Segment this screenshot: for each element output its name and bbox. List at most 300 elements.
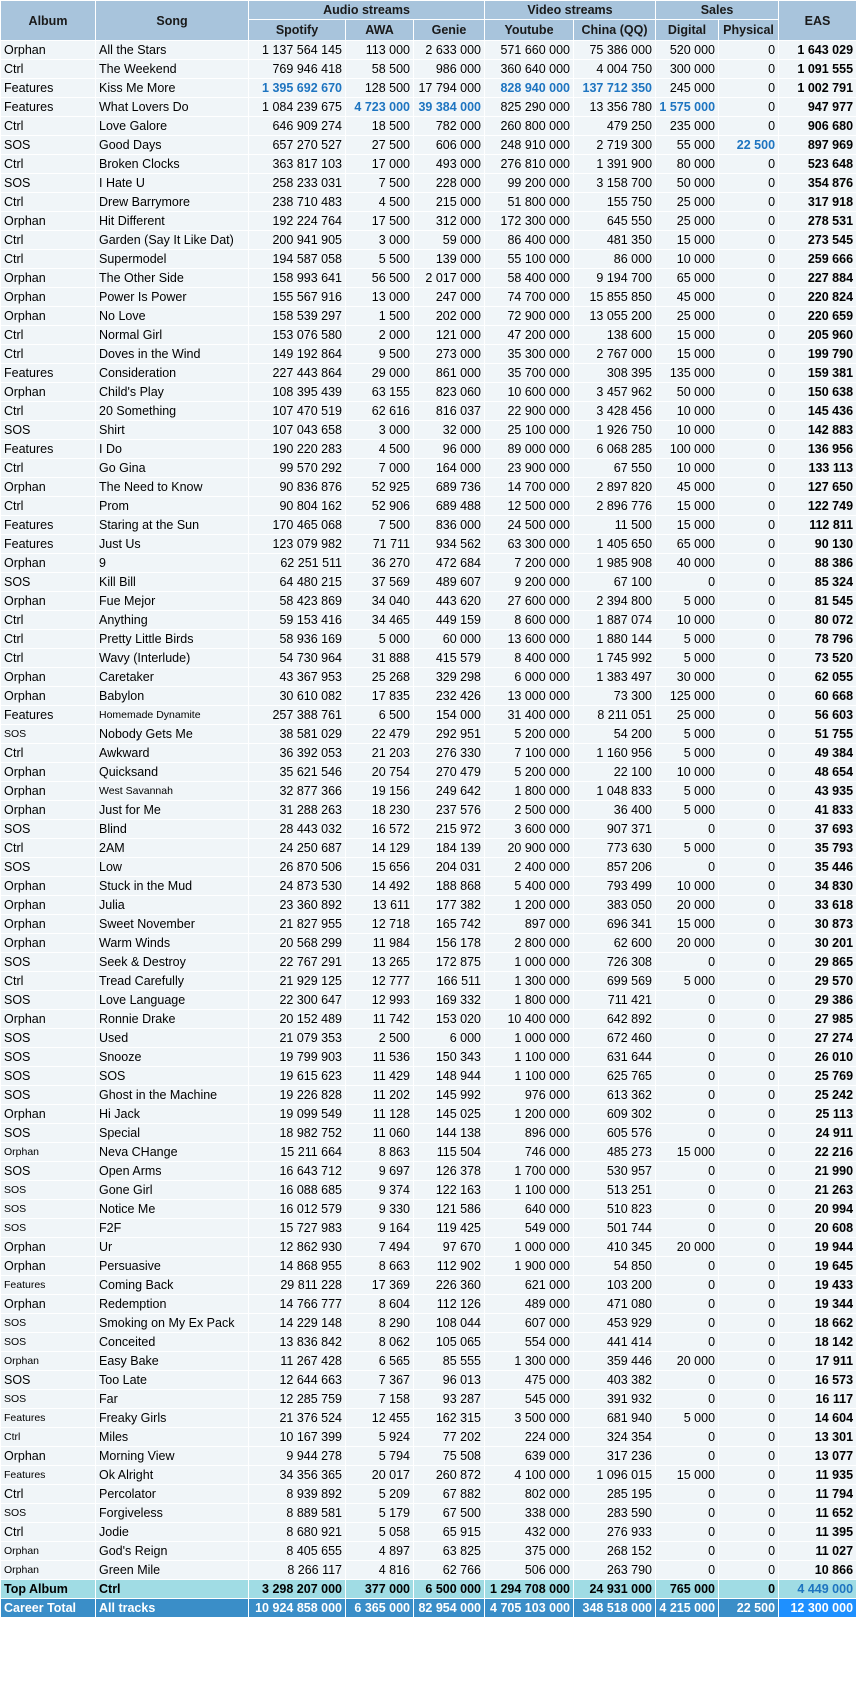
cell-eas: 150 638	[779, 383, 857, 402]
table-row	[1, 592, 857, 611]
cell-spotify: 26 870 506	[249, 858, 346, 877]
cell-qq: 13 055 200	[574, 307, 656, 326]
table-row	[1, 155, 857, 174]
cell-physical: 0	[719, 725, 779, 744]
cell-genie: 215 000	[414, 193, 485, 212]
cell-genie: 59 000	[414, 231, 485, 250]
cell-song: Jodie	[96, 1523, 249, 1542]
career-total-scope: All tracks	[96, 1599, 249, 1618]
cell-eas: 273 545	[779, 231, 857, 250]
top-album-digital: 765 000	[656, 1580, 719, 1599]
cell-awa: 13 611	[346, 896, 414, 915]
cell-eas: 16 117	[779, 1390, 857, 1409]
cell-awa: 11 984	[346, 934, 414, 953]
cell-genie: 689 736	[414, 478, 485, 497]
cell-awa: 12 777	[346, 972, 414, 991]
cell-digital: 1 575 000	[656, 98, 719, 117]
cell-digital: 520 000	[656, 41, 719, 60]
cell-eas: 51 755	[779, 725, 857, 744]
cell-physical: 0	[719, 1333, 779, 1352]
cell-album: SOS	[1, 421, 96, 440]
cell-digital: 10 000	[656, 763, 719, 782]
cell-song: Redemption	[96, 1295, 249, 1314]
cell-genie: 112 902	[414, 1257, 485, 1276]
cell-digital: 65 000	[656, 269, 719, 288]
career-total-row	[1, 1599, 857, 1618]
cell-spotify: 21 079 353	[249, 1029, 346, 1048]
table-row	[1, 1314, 857, 1333]
table-row	[1, 250, 857, 269]
cell-youtube: 360 640 000	[485, 60, 574, 79]
cell-digital: 0	[656, 1010, 719, 1029]
cell-spotify: 1 395 692 670	[249, 79, 346, 98]
cell-digital: 10 000	[656, 402, 719, 421]
cell-song: Conceited	[96, 1333, 249, 1352]
cell-youtube: 896 000	[485, 1124, 574, 1143]
cell-eas: 13 301	[779, 1428, 857, 1447]
cell-song: Ok Alright	[96, 1466, 249, 1485]
cell-physical: 0	[719, 231, 779, 250]
cell-eas: 41 833	[779, 801, 857, 820]
table-row	[1, 383, 857, 402]
cell-digital: 0	[656, 1067, 719, 1086]
cell-awa: 13 265	[346, 953, 414, 972]
cell-genie: 177 382	[414, 896, 485, 915]
cell-eas: 78 796	[779, 630, 857, 649]
cell-eas: 136 956	[779, 440, 857, 459]
cell-song: Awkward	[96, 744, 249, 763]
cell-youtube: 31 400 000	[485, 706, 574, 725]
cell-eas: 29 386	[779, 991, 857, 1010]
cell-spotify: 9 944 278	[249, 1447, 346, 1466]
cell-eas: 11 027	[779, 1542, 857, 1561]
cell-digital: 10 000	[656, 250, 719, 269]
cell-song: Go Gina	[96, 459, 249, 478]
cell-youtube: 55 100 000	[485, 250, 574, 269]
cell-spotify: 15 211 664	[249, 1143, 346, 1162]
cell-eas: 62 055	[779, 668, 857, 687]
cell-qq: 317 236	[574, 1447, 656, 1466]
cell-awa: 128 500	[346, 79, 414, 98]
cell-album: Orphan	[1, 763, 96, 782]
cell-genie: 172 875	[414, 953, 485, 972]
cell-awa: 11 742	[346, 1010, 414, 1029]
cell-awa: 7 500	[346, 516, 414, 535]
cell-spotify: 8 680 921	[249, 1523, 346, 1542]
cell-physical: 0	[719, 383, 779, 402]
cell-album: Features	[1, 440, 96, 459]
table-row	[1, 858, 857, 877]
cell-eas: 317 918	[779, 193, 857, 212]
cell-spotify: 32 877 366	[249, 782, 346, 801]
cell-genie: 77 202	[414, 1428, 485, 1447]
cell-genie: 115 504	[414, 1143, 485, 1162]
cell-qq: 263 790	[574, 1561, 656, 1580]
cell-eas: 48 654	[779, 763, 857, 782]
cell-digital: 15 000	[656, 497, 719, 516]
cell-digital: 25 000	[656, 193, 719, 212]
cell-awa: 19 156	[346, 782, 414, 801]
cell-spotify: 15 727 983	[249, 1219, 346, 1238]
cell-eas: 19 433	[779, 1276, 857, 1295]
table-row	[1, 915, 857, 934]
cell-youtube: 506 000	[485, 1561, 574, 1580]
cell-physical: 0	[719, 592, 779, 611]
cell-qq: 36 400	[574, 801, 656, 820]
cell-youtube: 1 100 000	[485, 1181, 574, 1200]
cell-spotify: 21 827 955	[249, 915, 346, 934]
cell-genie: 489 607	[414, 573, 485, 592]
cell-album: Orphan	[1, 1143, 96, 1162]
cell-album: Ctrl	[1, 326, 96, 345]
cell-album: SOS	[1, 1124, 96, 1143]
cell-physical: 0	[719, 307, 779, 326]
cell-genie: 836 000	[414, 516, 485, 535]
cell-song: Special	[96, 1124, 249, 1143]
cell-song: Love Galore	[96, 117, 249, 136]
cell-song: No Love	[96, 307, 249, 326]
cell-genie: 312 000	[414, 212, 485, 231]
cell-song: Just for Me	[96, 801, 249, 820]
cell-digital: 300 000	[656, 60, 719, 79]
cell-digital: 0	[656, 1561, 719, 1580]
cell-awa: 11 202	[346, 1086, 414, 1105]
cell-youtube: 545 000	[485, 1390, 574, 1409]
cell-spotify: 190 220 283	[249, 440, 346, 459]
cell-physical: 0	[719, 858, 779, 877]
cell-awa: 5 058	[346, 1523, 414, 1542]
header-song: Song	[96, 1, 249, 41]
cell-youtube: 621 000	[485, 1276, 574, 1295]
cell-youtube: 51 800 000	[485, 193, 574, 212]
cell-digital: 80 000	[656, 155, 719, 174]
cell-spotify: 64 480 215	[249, 573, 346, 592]
cell-song: Garden (Say It Like Dat)	[96, 231, 249, 250]
cell-awa: 52 925	[346, 478, 414, 497]
cell-genie: 153 020	[414, 1010, 485, 1029]
table-row	[1, 1504, 857, 1523]
cell-digital: 15 000	[656, 516, 719, 535]
cell-song: Consideration	[96, 364, 249, 383]
header-eas: EAS	[779, 1, 857, 41]
cell-digital: 0	[656, 1048, 719, 1067]
cell-genie: 112 126	[414, 1295, 485, 1314]
table-row	[1, 1409, 857, 1428]
cell-qq: 645 550	[574, 212, 656, 231]
cell-digital: 135 000	[656, 364, 719, 383]
cell-eas: 33 618	[779, 896, 857, 915]
cell-eas: 259 666	[779, 250, 857, 269]
cell-awa: 18 500	[346, 117, 414, 136]
cell-qq: 605 576	[574, 1124, 656, 1143]
cell-awa: 5 179	[346, 1504, 414, 1523]
cell-digital: 0	[656, 1333, 719, 1352]
cell-album: SOS	[1, 1162, 96, 1181]
cell-digital: 0	[656, 1105, 719, 1124]
cell-awa: 63 155	[346, 383, 414, 402]
cell-digital: 0	[656, 1029, 719, 1048]
cell-genie: 169 332	[414, 991, 485, 1010]
cell-physical: 0	[719, 1409, 779, 1428]
cell-digital: 20 000	[656, 1352, 719, 1371]
cell-qq: 642 892	[574, 1010, 656, 1029]
cell-genie: 215 972	[414, 820, 485, 839]
cell-physical: 0	[719, 193, 779, 212]
cell-physical: 0	[719, 288, 779, 307]
cell-digital: 5 000	[656, 801, 719, 820]
cell-digital: 0	[656, 991, 719, 1010]
cell-album: Features	[1, 535, 96, 554]
cell-album: Ctrl	[1, 155, 96, 174]
cell-song: Power Is Power	[96, 288, 249, 307]
cell-song: Quicksand	[96, 763, 249, 782]
cell-awa: 8 604	[346, 1295, 414, 1314]
cell-awa: 9 374	[346, 1181, 414, 1200]
cell-physical: 0	[719, 402, 779, 421]
cell-digital: 20 000	[656, 934, 719, 953]
cell-genie: 232 426	[414, 687, 485, 706]
cell-digital: 0	[656, 1276, 719, 1295]
cell-digital: 5 000	[656, 592, 719, 611]
top-album-awa: 377 000	[346, 1580, 414, 1599]
cell-physical: 0	[719, 1010, 779, 1029]
cell-song: I Hate U	[96, 174, 249, 193]
cell-song: The Other Side	[96, 269, 249, 288]
cell-qq: 3 158 700	[574, 174, 656, 193]
cell-digital: 0	[656, 1181, 719, 1200]
cell-qq: 137 712 350	[574, 79, 656, 98]
cell-qq: 726 308	[574, 953, 656, 972]
career-total-label: Career Total	[1, 1599, 96, 1618]
cell-spotify: 20 568 299	[249, 934, 346, 953]
cell-qq: 672 460	[574, 1029, 656, 1048]
cell-awa: 22 479	[346, 725, 414, 744]
cell-genie: 108 044	[414, 1314, 485, 1333]
cell-genie: 122 163	[414, 1181, 485, 1200]
cell-album: Ctrl	[1, 60, 96, 79]
cell-genie: 276 330	[414, 744, 485, 763]
table-row	[1, 1561, 857, 1580]
cell-physical: 0	[719, 1428, 779, 1447]
cell-eas: 278 531	[779, 212, 857, 231]
cell-song: Kiss Me More	[96, 79, 249, 98]
cell-eas: 24 911	[779, 1124, 857, 1143]
cell-qq: 1 391 900	[574, 155, 656, 174]
cell-song: Neva CHange	[96, 1143, 249, 1162]
cell-spotify: 123 079 982	[249, 535, 346, 554]
cell-physical: 0	[719, 877, 779, 896]
cell-awa: 29 000	[346, 364, 414, 383]
cell-physical: 0	[719, 668, 779, 687]
cell-youtube: 554 000	[485, 1333, 574, 1352]
cell-album: Ctrl	[1, 972, 96, 991]
cell-awa: 9 330	[346, 1200, 414, 1219]
cell-qq: 1 745 992	[574, 649, 656, 668]
cell-youtube: 72 900 000	[485, 307, 574, 326]
cell-spotify: 258 233 031	[249, 174, 346, 193]
table-row	[1, 1428, 857, 1447]
cell-youtube: 89 000 000	[485, 440, 574, 459]
table-row	[1, 535, 857, 554]
cell-physical: 0	[719, 649, 779, 668]
cell-spotify: 36 392 053	[249, 744, 346, 763]
cell-eas: 205 960	[779, 326, 857, 345]
cell-qq: 103 200	[574, 1276, 656, 1295]
cell-spotify: 28 443 032	[249, 820, 346, 839]
cell-physical: 0	[719, 174, 779, 193]
cell-genie: 150 343	[414, 1048, 485, 1067]
cell-digital: 45 000	[656, 478, 719, 497]
cell-eas: 73 520	[779, 649, 857, 668]
cell-physical: 0	[719, 1181, 779, 1200]
cell-digital: 0	[656, 1219, 719, 1238]
cell-awa: 8 290	[346, 1314, 414, 1333]
cell-youtube: 12 500 000	[485, 497, 574, 516]
career-total-digital: 4 215 000	[656, 1599, 719, 1618]
table-row	[1, 1010, 857, 1029]
cell-song: Julia	[96, 896, 249, 915]
cell-youtube: 338 000	[485, 1504, 574, 1523]
cell-eas: 220 659	[779, 307, 857, 326]
table-row	[1, 60, 857, 79]
cell-qq: 8 211 051	[574, 706, 656, 725]
cell-song: Staring at the Sun	[96, 516, 249, 535]
cell-awa: 9 164	[346, 1219, 414, 1238]
cell-digital: 0	[656, 1314, 719, 1333]
cell-youtube: 1 300 000	[485, 1352, 574, 1371]
cell-physical: 0	[719, 516, 779, 535]
cell-album: SOS	[1, 1048, 96, 1067]
cell-song: Child's Play	[96, 383, 249, 402]
table-row	[1, 345, 857, 364]
cell-digital: 5 000	[656, 744, 719, 763]
table-row	[1, 991, 857, 1010]
table-row	[1, 1542, 857, 1561]
cell-eas: 90 130	[779, 535, 857, 554]
cell-eas: 30 201	[779, 934, 857, 953]
cell-genie: 93 287	[414, 1390, 485, 1409]
cell-genie: 121 586	[414, 1200, 485, 1219]
cell-eas: 20 994	[779, 1200, 857, 1219]
cell-physical: 0	[719, 915, 779, 934]
cell-album: SOS	[1, 1086, 96, 1105]
cell-spotify: 58 423 869	[249, 592, 346, 611]
cell-eas: 19 344	[779, 1295, 857, 1314]
cell-awa: 6 565	[346, 1352, 414, 1371]
cell-digital: 5 000	[656, 1409, 719, 1428]
table-row	[1, 573, 857, 592]
cell-eas: 897 969	[779, 136, 857, 155]
cell-eas: 159 381	[779, 364, 857, 383]
cell-awa: 14 129	[346, 839, 414, 858]
cell-physical: 0	[719, 763, 779, 782]
cell-song: Stuck in the Mud	[96, 877, 249, 896]
cell-album: Orphan	[1, 41, 96, 60]
cell-youtube: 897 000	[485, 915, 574, 934]
cell-genie: 782 000	[414, 117, 485, 136]
cell-physical: 0	[719, 744, 779, 763]
cell-digital: 100 000	[656, 440, 719, 459]
cell-youtube: 1 100 000	[485, 1048, 574, 1067]
cell-qq: 1 048 833	[574, 782, 656, 801]
cell-album: SOS	[1, 991, 96, 1010]
cell-physical: 0	[719, 79, 779, 98]
cell-song: Doves in the Wind	[96, 345, 249, 364]
cell-physical: 0	[719, 60, 779, 79]
cell-song: Pretty Little Birds	[96, 630, 249, 649]
cell-song: Normal Girl	[96, 326, 249, 345]
cell-physical: 0	[719, 1295, 779, 1314]
cell-genie: 202 000	[414, 307, 485, 326]
cell-album: Orphan	[1, 1010, 96, 1029]
cell-eas: 523 648	[779, 155, 857, 174]
table-row	[1, 1257, 857, 1276]
cell-digital: 15 000	[656, 915, 719, 934]
cell-album: Features	[1, 98, 96, 117]
cell-physical: 0	[719, 1504, 779, 1523]
cell-qq: 155 750	[574, 193, 656, 212]
cell-spotify: 16 088 685	[249, 1181, 346, 1200]
table-row	[1, 136, 857, 155]
cell-eas: 81 545	[779, 592, 857, 611]
cell-physical: 0	[719, 1447, 779, 1466]
table-row	[1, 611, 857, 630]
cell-album: Ctrl	[1, 193, 96, 212]
cell-awa: 20 017	[346, 1466, 414, 1485]
cell-awa: 8 062	[346, 1333, 414, 1352]
cell-genie: 6 000	[414, 1029, 485, 1048]
cell-album: Features	[1, 364, 96, 383]
cell-genie: 67 882	[414, 1485, 485, 1504]
cell-digital: 10 000	[656, 611, 719, 630]
cell-song: Anything	[96, 611, 249, 630]
table-row	[1, 706, 857, 725]
cell-youtube: 24 500 000	[485, 516, 574, 535]
cell-spotify: 21 929 125	[249, 972, 346, 991]
cell-youtube: 10 600 000	[485, 383, 574, 402]
cell-album: SOS	[1, 1314, 96, 1333]
cell-album: Ctrl	[1, 402, 96, 421]
cell-eas: 122 749	[779, 497, 857, 516]
cell-qq: 681 940	[574, 1409, 656, 1428]
cell-spotify: 363 817 103	[249, 155, 346, 174]
cell-awa: 4 723 000	[346, 98, 414, 117]
table-row	[1, 1466, 857, 1485]
cell-physical: 0	[719, 535, 779, 554]
cell-digital: 0	[656, 1485, 719, 1504]
cell-awa: 27 500	[346, 136, 414, 155]
cell-digital: 45 000	[656, 288, 719, 307]
cell-song: Too Late	[96, 1371, 249, 1390]
cell-youtube: 2 800 000	[485, 934, 574, 953]
cell-awa: 11 060	[346, 1124, 414, 1143]
cell-awa: 8 863	[346, 1143, 414, 1162]
cell-genie: 934 562	[414, 535, 485, 554]
cell-genie: 85 555	[414, 1352, 485, 1371]
cell-awa: 11 429	[346, 1067, 414, 1086]
cell-qq: 625 765	[574, 1067, 656, 1086]
cell-album: SOS	[1, 1200, 96, 1219]
cell-qq: 907 371	[574, 820, 656, 839]
cell-physical: 0	[719, 1238, 779, 1257]
cell-awa: 17 369	[346, 1276, 414, 1295]
table-row	[1, 649, 857, 668]
cell-digital: 0	[656, 1200, 719, 1219]
cell-awa: 6 500	[346, 706, 414, 725]
cell-awa: 5 209	[346, 1485, 414, 1504]
cell-physical: 0	[719, 896, 779, 915]
cell-awa: 34 040	[346, 592, 414, 611]
